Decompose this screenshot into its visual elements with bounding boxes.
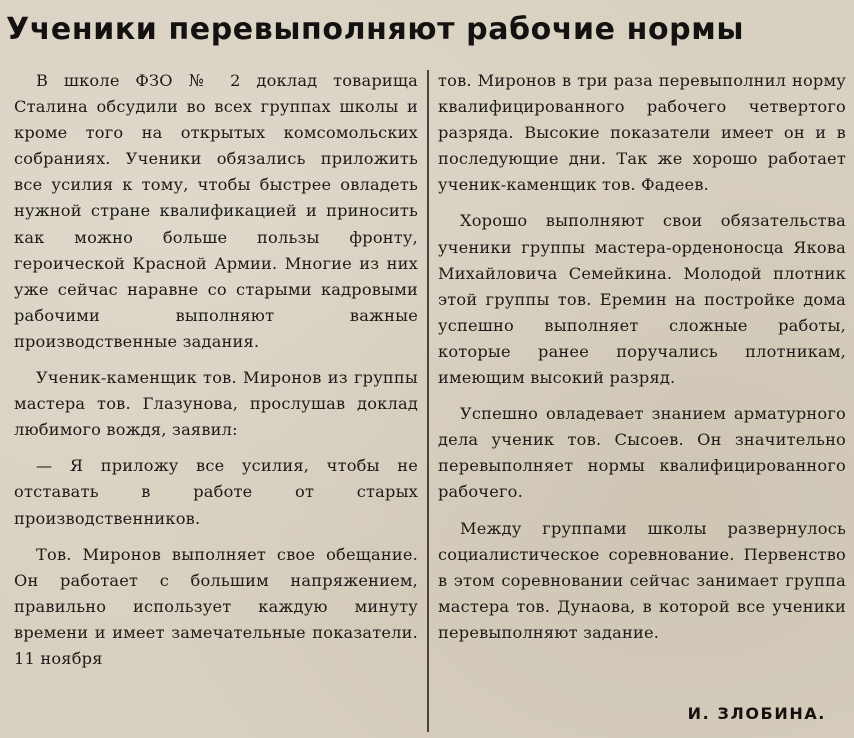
article-column-left [14,68,418,672]
article-paragraph: — Я приложу все усилия, чтобы не отставать в работе от старых производственников. [14,456,418,528]
author-signature: И. ЗЛОБИНА. [687,704,826,723]
article-paragraph: В школе ФЗО № 2 доклад товарища Сталина обсудили во всех группах школы и кроме того на открытых комсомольских собраниях. Ученики обязались приложить все усилия к тому, чтобы быстрее овладеть нужной стране квалификацией и приносить как можно больше пользы фронту, героической Красной Армии. Многие из них уже сейчас наравне со старыми кадровыми рабочими выполняют важные производственные задания. [14,71,418,351]
article-column-right [438,68,846,646]
article-paragraph: тов. Миронов в три раза перевыполнил норму квалифицированного рабочего четвертого разряда. Высокие показатели имеет он и в последующие дни. Так же хорошо работает ученик-каменщик тов. Фадеев. [438,71,846,195]
article-paragraph: Между группами школы развернулось социалистическое соревнование. Первенство в этом соревновании сейчас занимает группа мастера тов. Дунаова, в которой все ученики перевыполняют задание. [438,518,846,642]
article-headline: Ученики перевыполняют рабочие нормы [6,12,745,47]
article-paragraph: Хорошо выполняют свои обязательства ученики группы мастера-орденоносца Якова Михайловича Семейкина. Молодой плотник этой группы тов. Еремин на постройке дома успешно выполняет сложные работы, которые ранее поручались плотникам, имеющим высокий разряд. [438,211,846,388]
article-paragraph: Успешно овладевает знанием арматурного дела ученик тов. Сысоев. Он значительно перевыполняет нормы квалифицированного рабочего. [438,404,846,502]
column-divider [427,70,429,732]
article-paragraph: Тов. Миронов выполняет свое обещание. Он работает с большим напряжением, правильно использует каждую минуту времени и имеет замечательные показатели. 11 ноября [14,544,418,668]
article-paragraph: Ученик-каменщик тов. Миронов из группы мастера тов. Глазунова, прослушав доклад любимого вождя, заявил: [14,368,418,440]
